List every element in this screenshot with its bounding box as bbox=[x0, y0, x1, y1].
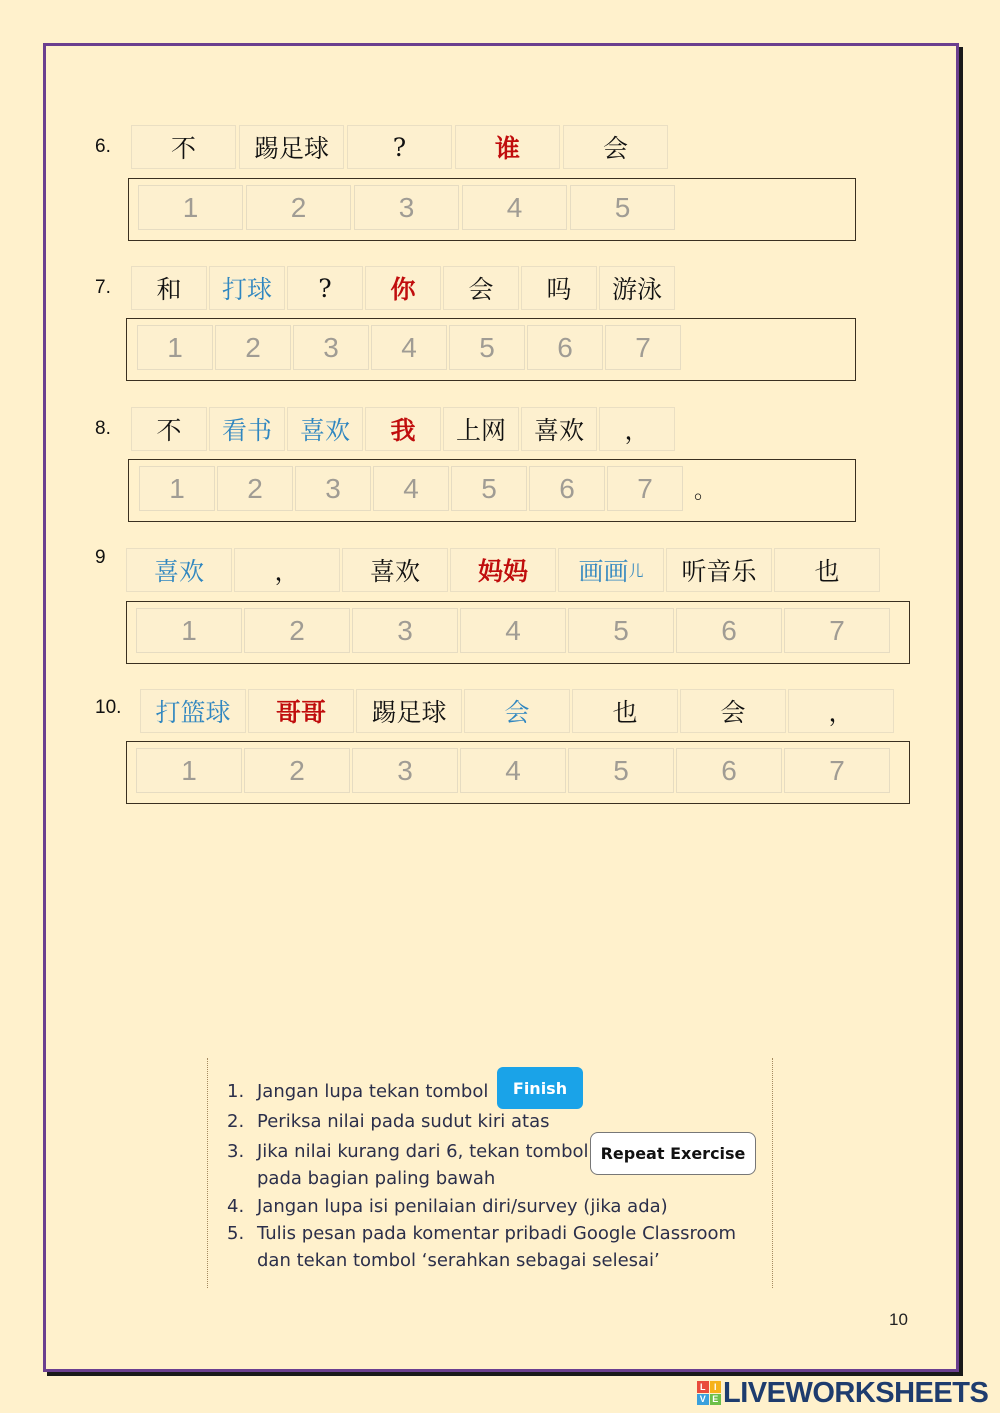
draggable-word-tile[interactable] bbox=[131, 407, 207, 451]
drop-slot[interactable]: 2 bbox=[215, 325, 291, 370]
drop-slot[interactable]: 1 bbox=[137, 325, 213, 370]
liveworksheets-logo[interactable] bbox=[697, 1376, 988, 1410]
tile-text: 游泳 bbox=[611, 275, 662, 304]
drop-slot[interactable]: 5 bbox=[451, 466, 527, 511]
page-number: 10 bbox=[889, 1310, 908, 1329]
tile-text: 妈妈 bbox=[477, 557, 528, 586]
drop-slot[interactable]: 3 bbox=[293, 325, 369, 370]
tile-text: 和 bbox=[156, 275, 182, 304]
draggable-word-tile[interactable] bbox=[774, 548, 880, 592]
instruction-item: 2. Periksa nilai pada sudut kiri atas bbox=[227, 1111, 550, 1132]
tile-text: 不 bbox=[170, 134, 196, 163]
drop-slot[interactable]: 2 bbox=[246, 185, 351, 230]
drop-slot[interactable]: 4 bbox=[371, 325, 447, 370]
finish-button[interactable]: Finish bbox=[497, 1067, 583, 1109]
drop-slot[interactable]: 1 bbox=[136, 608, 242, 653]
draggable-word-tile[interactable] bbox=[239, 125, 344, 169]
tile-text: 看书 bbox=[221, 416, 272, 445]
tile-text: 喜欢 bbox=[533, 416, 584, 445]
tile-text: ， bbox=[828, 698, 854, 727]
tile-text: 喜欢 bbox=[153, 557, 204, 586]
tile-text: 会 bbox=[602, 134, 628, 163]
instruction-item: 5. Tulis pesan pada komentar pribadi Google Classroom bbox=[227, 1223, 737, 1244]
tile-text: ， bbox=[624, 416, 650, 445]
tile-suffix: 儿 bbox=[628, 561, 644, 580]
drop-slot[interactable]: 3 bbox=[295, 466, 371, 511]
draggable-word-tile[interactable] bbox=[287, 266, 363, 310]
logo-letter: V bbox=[697, 1394, 709, 1406]
instruction-item-continued: dan tekan tombol ‘serahkan sebagai selesai’ bbox=[257, 1250, 660, 1271]
tile-text: 会 bbox=[504, 698, 530, 727]
tile-text: 不 bbox=[156, 416, 182, 445]
draggable-word-tile[interactable] bbox=[558, 548, 664, 592]
draggable-word-tile[interactable] bbox=[234, 548, 340, 592]
live-logo-icon bbox=[697, 1381, 721, 1405]
drop-slot[interactable]: 4 bbox=[373, 466, 449, 511]
tile-text: 哥哥 bbox=[275, 698, 326, 727]
tile-text: 踢足球 bbox=[253, 134, 329, 163]
draggable-word-tile[interactable] bbox=[464, 689, 570, 733]
drop-slot[interactable]: 1 bbox=[139, 466, 215, 511]
drop-slot[interactable]: 7 bbox=[605, 325, 681, 370]
logo-text: LIVEWORKSHEETS bbox=[723, 1376, 989, 1409]
answer-box bbox=[126, 318, 856, 381]
draggable-word-tile[interactable] bbox=[563, 125, 668, 169]
question-number: 6. bbox=[95, 136, 111, 157]
drop-slot[interactable]: 3 bbox=[354, 185, 459, 230]
answer-box bbox=[128, 178, 856, 241]
decorative-border-right bbox=[772, 1058, 777, 1288]
draggable-word-tile[interactable] bbox=[455, 125, 560, 169]
tile-text: 画画 bbox=[578, 557, 629, 586]
draggable-word-tile[interactable] bbox=[209, 266, 285, 310]
repeat-exercise-button[interactable]: Repeat Exercise bbox=[590, 1132, 756, 1175]
question-number: 7. bbox=[95, 277, 111, 298]
tile-text: 喜欢 bbox=[369, 557, 420, 586]
tile-text: 上网 bbox=[455, 416, 506, 445]
drop-slot[interactable]: 1 bbox=[136, 748, 242, 793]
draggable-word-tile[interactable] bbox=[140, 689, 246, 733]
logo-letter: L bbox=[697, 1381, 709, 1393]
draggable-word-tile[interactable] bbox=[680, 689, 786, 733]
drop-slot[interactable]: 6 bbox=[529, 466, 605, 511]
drop-slot[interactable]: 7 bbox=[784, 748, 890, 793]
question-number: 10. bbox=[95, 697, 122, 718]
tile-text: ， bbox=[274, 557, 300, 586]
answer-box bbox=[126, 601, 910, 664]
logo-letter: I bbox=[710, 1381, 722, 1393]
drop-slot[interactable]: 6 bbox=[676, 608, 782, 653]
logo-letter: E bbox=[710, 1394, 722, 1406]
draggable-word-tile[interactable] bbox=[248, 689, 354, 733]
draggable-word-tile[interactable] bbox=[287, 407, 363, 451]
drop-slot[interactable]: 6 bbox=[676, 748, 782, 793]
draggable-word-tile[interactable] bbox=[365, 266, 441, 310]
draggable-word-tile[interactable] bbox=[572, 689, 678, 733]
draggable-word-tile[interactable] bbox=[131, 125, 236, 169]
tile-text: 谁 bbox=[494, 134, 520, 163]
decorative-border-left bbox=[207, 1058, 212, 1288]
instruction-item: 1. Jangan lupa tekan tombol bbox=[227, 1081, 489, 1102]
tile-text: 打球 bbox=[221, 275, 272, 304]
drop-slot[interactable]: 2 bbox=[244, 608, 350, 653]
draggable-word-tile[interactable] bbox=[521, 266, 597, 310]
drop-slot[interactable]: 4 bbox=[460, 748, 566, 793]
tile-text: ? bbox=[392, 132, 407, 162]
drop-slot[interactable]: 5 bbox=[568, 608, 674, 653]
tile-text: 喜欢 bbox=[299, 416, 350, 445]
tile-text: 打篮球 bbox=[155, 698, 231, 727]
tile-text: 你 bbox=[390, 275, 416, 304]
draggable-word-tile[interactable] bbox=[599, 266, 675, 310]
drop-slot[interactable]: 4 bbox=[460, 608, 566, 653]
question-number: 9 bbox=[95, 547, 106, 568]
draggable-word-tile[interactable] bbox=[450, 548, 556, 592]
drop-slot[interactable]: 2 bbox=[244, 748, 350, 793]
draggable-word-tile[interactable] bbox=[788, 689, 894, 733]
draggable-word-tile[interactable] bbox=[443, 407, 519, 451]
tile-text: 会 bbox=[468, 275, 494, 304]
draggable-word-tile[interactable] bbox=[356, 689, 462, 733]
instruction-item: 3. Jika nilai kurang dari 6, tekan tombol bbox=[227, 1141, 589, 1162]
draggable-word-tile[interactable] bbox=[521, 407, 597, 451]
draggable-word-tile[interactable] bbox=[347, 125, 452, 169]
draggable-word-tile[interactable] bbox=[443, 266, 519, 310]
instructions-panel bbox=[207, 1058, 777, 1288]
drop-slot[interactable]: 7 bbox=[784, 608, 890, 653]
answer-box bbox=[128, 459, 856, 522]
tile-text: 会 bbox=[720, 698, 746, 727]
drop-slot[interactable]: 7 bbox=[607, 466, 683, 511]
draggable-word-tile[interactable] bbox=[365, 407, 441, 451]
tile-text: 吗 bbox=[546, 275, 572, 304]
draggable-word-tile[interactable] bbox=[666, 548, 772, 592]
answer-box bbox=[126, 741, 910, 804]
drop-slot[interactable]: 2 bbox=[217, 466, 293, 511]
drop-slot[interactable]: 5 bbox=[568, 748, 674, 793]
drop-slot[interactable]: 5 bbox=[449, 325, 525, 370]
tile-text: ? bbox=[318, 273, 332, 303]
tile-text: 也 bbox=[612, 698, 638, 727]
drop-slot[interactable]: 4 bbox=[462, 185, 567, 230]
instruction-item: 4. Jangan lupa isi penilaian diri/survey (jika ada) bbox=[227, 1196, 668, 1217]
draggable-word-tile[interactable] bbox=[209, 407, 285, 451]
tile-text: 我 bbox=[390, 416, 416, 445]
tile-text: 也 bbox=[814, 557, 840, 586]
draggable-word-tile[interactable] bbox=[126, 548, 232, 592]
draggable-word-tile[interactable] bbox=[342, 548, 448, 592]
instruction-item-continued: pada bagian paling bawah bbox=[257, 1168, 496, 1189]
drop-slot[interactable]: 3 bbox=[352, 608, 458, 653]
draggable-word-tile[interactable] bbox=[599, 407, 675, 451]
question-number: 8. bbox=[95, 418, 111, 439]
drop-slot[interactable]: 5 bbox=[570, 185, 675, 230]
sentence-end-punctuation: 。 bbox=[694, 479, 717, 504]
drop-slot[interactable]: 3 bbox=[352, 748, 458, 793]
drop-slot[interactable]: 1 bbox=[138, 185, 243, 230]
tile-text: 踢足球 bbox=[371, 698, 447, 727]
draggable-word-tile[interactable] bbox=[131, 266, 207, 310]
drop-slot[interactable]: 6 bbox=[527, 325, 603, 370]
tile-text: 听音乐 bbox=[681, 557, 757, 586]
